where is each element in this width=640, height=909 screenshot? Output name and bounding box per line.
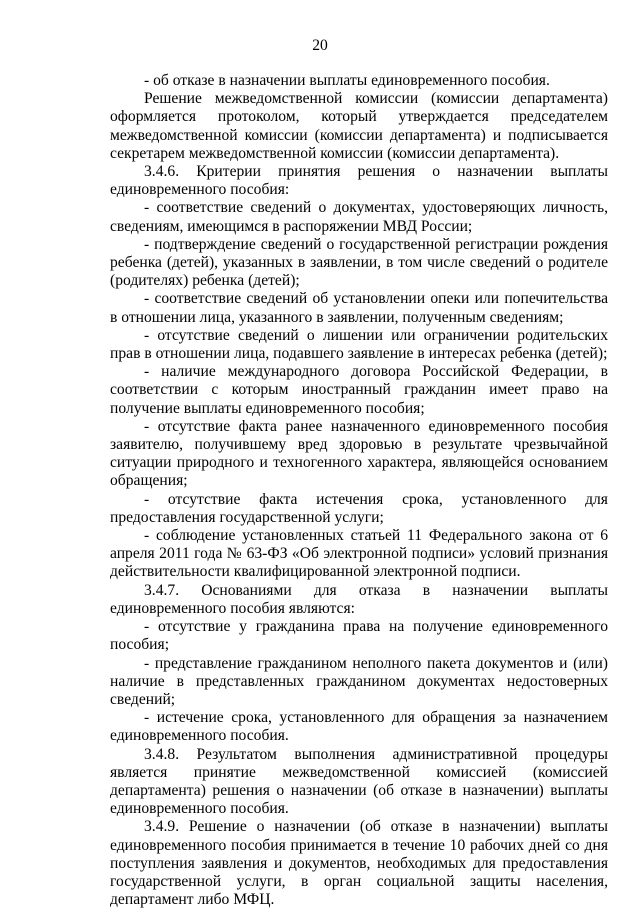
refusal-item-no-right: - отсутствие у гражданина права на получение единовременного пособия; bbox=[110, 618, 608, 654]
paragraph-3-4-6-criteria: 3.4.6. Критерии принятия решения о назначении выплаты единовременного пособия: bbox=[110, 163, 608, 199]
paragraph-3-4-8-result: 3.4.8. Результатом выполнения административной процедуры является принятие межведомственной комиссией (комиссией департамента) решения о назначении (об отказе в назначении) выплаты единовременного пособия. bbox=[110, 745, 608, 818]
criteria-item-birth-registration: - подтверждение сведений о государственной регистрации рождения ребенка (детей), указанных в заявлении, в том числе сведений о родителе (родителях) ребенка (детей); bbox=[110, 235, 608, 290]
refusal-item-deadline-expired: - истечение срока, установленного для обращения за назначением единовременного пособия. bbox=[110, 709, 608, 745]
document-body bbox=[110, 72, 608, 909]
paragraph-commission-decision: Решение межведомственной комиссии (комиссии департамента) оформляется протоколом, который утверждается председателем межведомственной комиссии (комиссии департамента) и подписывается секретарем межведомственной комиссии (комиссии департамента). bbox=[110, 90, 608, 162]
criteria-item-international-treaty: - наличие международного договора Российской Федерации, в соответствии с которым иностранный гражданин имеет право на получение выплаты единовременного пособия; bbox=[110, 363, 608, 417]
criteria-item-guardianship: - соответствие сведений об установлении опеки или попечительства в отношении лица, указанного в заявлении, полученным сведениям; bbox=[110, 290, 608, 326]
criteria-item-no-previous-payment: - отсутствие факта ранее назначенного единовременного пособия заявителю, получившему вред здоровью в результате чрезвычайной ситуации природного и техногенного характера, являющейся основанием обращения; bbox=[110, 417, 608, 490]
criteria-item-parental-rights: - отсутствие сведений о лишении или ограничении родительских прав в отношении лица, подавшего заявление в интересах ребенка (детей); bbox=[110, 326, 608, 363]
criteria-item-electronic-signature: - соблюдение установленных статьей 11 Федерального закона от 6 апреля 2011 года № 63-ФЗ «Об электронной подписи» условий признания действительности квалифицированной электронной подписи. bbox=[110, 527, 608, 581]
paragraph-refusal-item: - об отказе в назначении выплаты единовременного пособия. bbox=[144, 72, 550, 89]
refusal-item-incomplete-documents: - представление гражданином неполного пакета документов и (или) наличие в представленных гражданином документах недостоверных сведений; bbox=[110, 654, 608, 708]
criteria-item-deadline: - отсутствие факта истечения срока, установленного для предоставления государственной услуги; bbox=[110, 490, 608, 526]
page-number: 20 bbox=[312, 37, 328, 54]
criteria-item-identity-documents: - соответствие сведений о документах, удостоверяющих личность, сведениям, имеющимся в распоряжении МВД России; bbox=[110, 199, 608, 235]
paragraph-3-4-7-refusal-grounds: 3.4.7. Основаниями для отказа в назначении выплаты единовременного пособия являются: bbox=[110, 581, 608, 617]
paragraph-3-4-9-decision-term: 3.4.9. Решение о назначении (об отказе в назначении) выплаты единовременного пособия принимается в течение 10 рабочих дней со дня поступления заявления и документов, необходимых для предоставления государственной услуги, в орган социальной защиты населения, департамент либо МФЦ. bbox=[110, 818, 608, 909]
